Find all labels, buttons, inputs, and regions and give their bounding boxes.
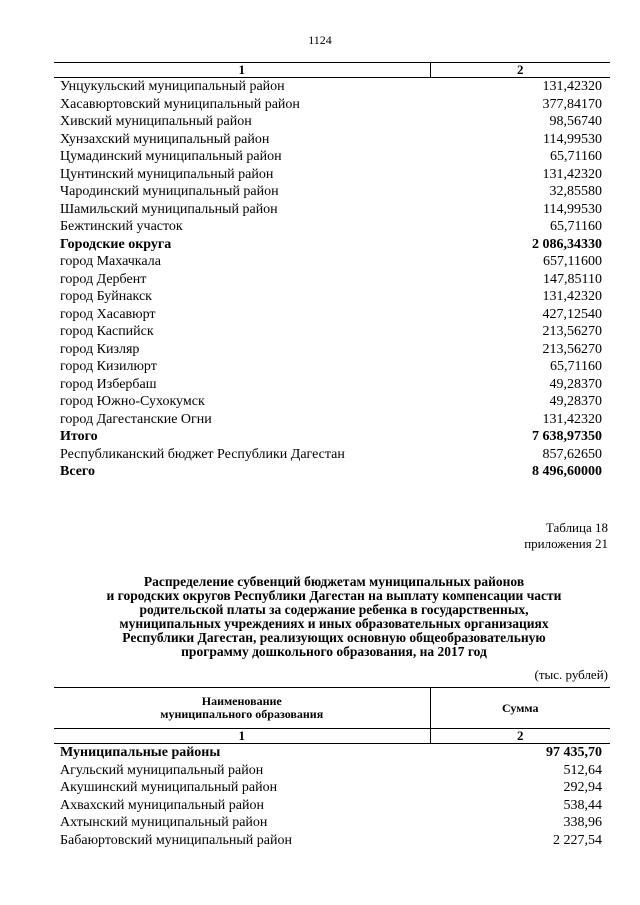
table-row <box>54 96 610 114</box>
column-number-row <box>54 729 610 744</box>
table-row <box>54 78 610 96</box>
row-sum: 427,12540 <box>542 306 602 322</box>
header-sum-column: Сумма <box>430 688 610 729</box>
row-name: Цумадинский муниципальный район <box>60 149 282 164</box>
row-sum: 114,99530 <box>543 131 602 147</box>
title-line: муниципальных учреждениях и иных образовательных организациях <box>119 616 549 631</box>
table-row <box>54 428 610 446</box>
table-row <box>54 201 610 219</box>
row-sum: 213,56270 <box>542 324 602 339</box>
row-name: город Кизилюрт <box>60 359 157 374</box>
table-row <box>54 814 610 832</box>
table-row <box>54 358 610 376</box>
subsidy-table-18 <box>54 687 610 849</box>
row-name: Республиканский бюджет Республики Дагестан <box>60 446 345 462</box>
row-sum: 2 227,54 <box>553 832 602 848</box>
row-sum: 512,64 <box>563 762 602 778</box>
row-sum: 131,42320 <box>542 289 602 304</box>
table-row <box>54 288 610 306</box>
row-name: Бежтинский участок <box>60 219 183 234</box>
appendix-number: приложения 21 <box>524 536 608 551</box>
table-row <box>54 446 610 464</box>
row-sum: 49,28370 <box>549 376 602 392</box>
row-name: Итого <box>60 429 98 444</box>
row-sum: 131,42320 <box>542 166 602 182</box>
table-number: Таблица 18 <box>545 520 608 535</box>
page-number: 1124 <box>308 33 332 47</box>
row-name: Цунтинский муниципальный район <box>60 166 274 182</box>
title-line: Распределение субвенций бюджетам муниципальных районов <box>143 574 525 589</box>
header-name-line2: муниципального образования <box>160 707 324 721</box>
row-sum: 657,11600 <box>543 254 602 269</box>
row-name: Хунзахский муниципальный район <box>60 131 270 147</box>
row-name: Бабаюртовский муниципальный район <box>60 832 292 848</box>
table-row <box>54 393 610 411</box>
row-name: город Южно-Сухокумск <box>60 394 205 409</box>
table-row <box>54 744 610 762</box>
title-line: и городских округов Республики Дагестан на выплату компенсации части <box>106 588 562 603</box>
table-row <box>54 832 610 850</box>
row-sum: 65,71160 <box>550 359 602 374</box>
row-sum: 98,56740 <box>549 114 602 129</box>
row-sum: 857,62650 <box>542 446 602 462</box>
row-name: город Дербент <box>60 271 147 287</box>
row-sum: 97 435,70 <box>546 745 602 760</box>
row-sum: 131,42320 <box>542 411 602 427</box>
row-sum: 131,42320 <box>542 79 602 94</box>
table-row <box>54 463 610 481</box>
table-row <box>54 131 610 149</box>
row-sum: 338,96 <box>563 815 602 830</box>
row-sum: 65,71160 <box>550 149 602 164</box>
subsidy-table-continued <box>54 62 610 481</box>
table-row <box>54 166 610 184</box>
table-row <box>54 341 610 359</box>
table-header-row <box>54 688 610 729</box>
row-sum: 65,71160 <box>550 219 602 234</box>
table-row <box>54 797 610 815</box>
header-name-line1: Наименование <box>201 694 282 708</box>
row-name: Чародинский муниципальный район <box>60 184 279 199</box>
column-number-1: 1 <box>54 63 430 78</box>
table-row <box>54 779 610 797</box>
table-reference <box>524 520 608 552</box>
row-sum: 538,44 <box>563 797 602 813</box>
table-row <box>54 183 610 201</box>
column-number-2: 2 <box>430 63 610 78</box>
row-name: город Махачкала <box>60 254 161 269</box>
title-line: Республики Дагестан, реализующих основную общеобразовательную <box>122 630 546 645</box>
table-row <box>54 306 610 324</box>
row-name: Ахвахский муниципальный район <box>60 797 264 813</box>
row-name: город Каспийск <box>60 324 154 339</box>
table-row <box>54 376 610 394</box>
table-row <box>54 411 610 429</box>
row-name: Акушинский муниципальный район <box>60 780 278 795</box>
header-name-column <box>54 688 430 729</box>
row-name: город Кизляр <box>60 341 140 357</box>
row-sum: 32,85580 <box>549 184 602 199</box>
column-number-row <box>54 63 610 78</box>
row-name: город Дагестанские Огни <box>60 411 212 427</box>
row-sum: 49,28370 <box>549 394 602 409</box>
table-row <box>54 271 610 289</box>
row-sum: 292,94 <box>563 780 602 795</box>
row-name: город Избербаш <box>60 376 157 392</box>
column-number-2: 2 <box>430 729 610 744</box>
row-name: Шамильский муниципальный район <box>60 201 278 217</box>
row-sum: 2 086,34330 <box>532 236 602 252</box>
row-sum: 377,84170 <box>542 96 602 112</box>
table-row <box>54 113 610 131</box>
row-name: Хивский муниципальный район <box>60 114 252 129</box>
row-sum: 8 496,60000 <box>532 464 602 479</box>
table-row <box>54 253 610 271</box>
row-name: Ахтынский муниципальный район <box>60 815 268 830</box>
row-name: Муниципальные районы <box>60 745 221 760</box>
table-title <box>54 575 614 659</box>
column-number-1: 1 <box>54 729 430 744</box>
row-name: город Хасавюрт <box>60 306 156 322</box>
row-name: город Буйнакск <box>60 289 152 304</box>
row-name: Городские округа <box>60 236 172 252</box>
row-sum: 7 638,97350 <box>532 429 602 444</box>
row-name: Всего <box>60 464 95 479</box>
table-row <box>54 148 610 166</box>
title-line: программу дошкольного образования, на 2017 год <box>181 644 487 659</box>
row-name: Унцукульский муниципальный район <box>60 79 285 94</box>
units-label: (тыс. рублей) <box>534 667 608 682</box>
table-row <box>54 762 610 780</box>
row-name: Хасавюртовский муниципальный район <box>60 96 300 112</box>
row-sum: 114,99530 <box>543 201 602 217</box>
title-line: родительской платы за содержание ребенка в государственных, <box>139 602 529 617</box>
row-sum: 213,56270 <box>542 341 602 357</box>
row-name: Агульский муниципальный район <box>60 762 264 778</box>
table-row <box>54 218 610 236</box>
table-row <box>54 323 610 341</box>
table-row <box>54 236 610 254</box>
row-sum: 147,85110 <box>543 271 602 287</box>
